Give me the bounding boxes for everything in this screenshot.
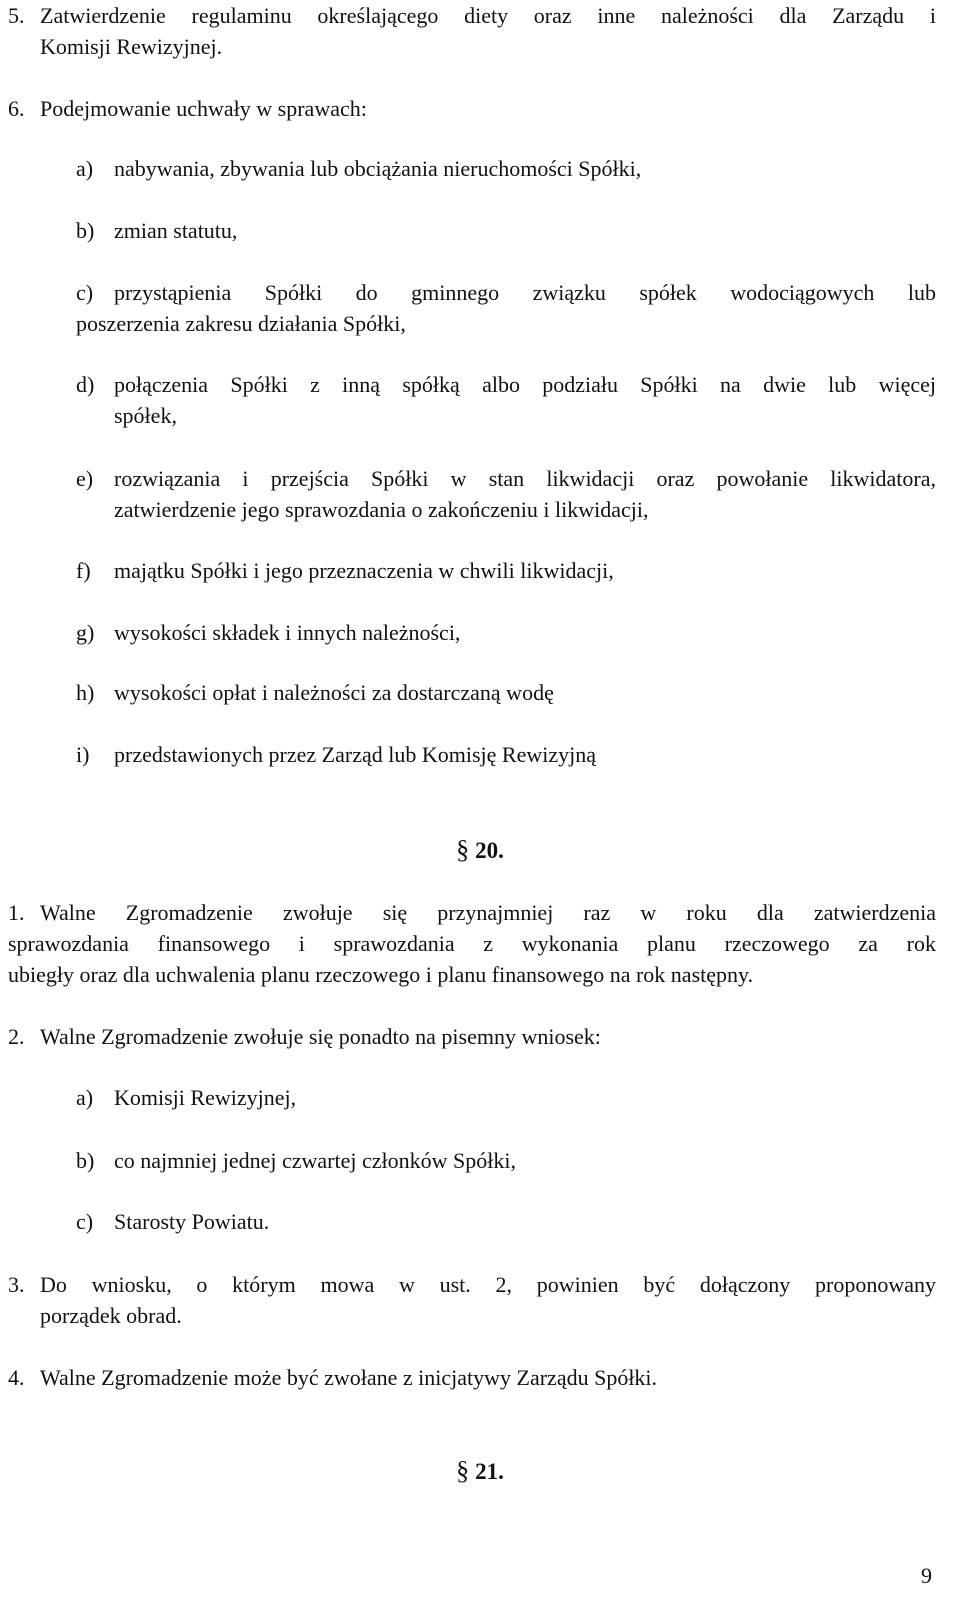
item-text: Walne Zgromadzenie zwołuje się ponadto na pisemny wniosek: [40, 1024, 601, 1049]
item-text-line: Do wniosku, o którym mowa w ust. 2, powinien być dołączony proponowany [40, 1272, 936, 1297]
item-text: Podejmowanie uchwały w sprawach: [40, 96, 367, 121]
item-text-line: porządek obrad. [40, 1303, 182, 1328]
sub-item-text-line: przystąpienia Spółki do gminnego związku spółek wodociągowych lub [114, 280, 936, 305]
sub-item-text: wysokości opłat i należności za dostarczaną wodę [114, 680, 554, 705]
sub-item-label: i) [76, 742, 90, 767]
section-number: 20. [475, 838, 504, 863]
item-number: 2. [8, 1024, 25, 1049]
section-heading-20 [0, 834, 960, 866]
sub-item-label: e) [76, 466, 94, 491]
section-heading-21 [0, 1455, 960, 1487]
sub-item-text-line: połączenia Spółki z inną spółką albo podziału Spółki na dwie lub więcej [114, 372, 936, 397]
sub-item-text: majątku Spółki i jego przeznaczenia w chwili likwidacji, [114, 558, 614, 583]
item-number: 1. [8, 900, 25, 925]
section-number: 21. [475, 1459, 504, 1484]
item-number: 6. [8, 96, 25, 121]
sub-item-label: b) [76, 218, 95, 243]
item-text-line: Walne Zgromadzenie zwołuje się przynajmniej raz w roku dla zatwierdzenia [40, 900, 936, 925]
sub-item-text: wysokości składek i innych należności, [114, 620, 461, 645]
sub-item-text-line: poszerzenia zakresu działania Spółki, [76, 311, 406, 336]
sub-item-c-continuation [76, 308, 936, 339]
sub-item-text: co najmniej jednej czwartej członków Spółki, [114, 1148, 516, 1173]
sub-item-label: a) [76, 156, 94, 181]
sub-item-text-line: spółek, [114, 403, 177, 428]
sub-item-label: c) [76, 280, 94, 305]
sub-item-label: f) [76, 558, 91, 583]
item-text-line: sprawozdania finansowego i sprawozdania z wykonania planu rzeczowego za rok [8, 931, 936, 956]
sub-item-label: b) [76, 1148, 95, 1173]
sub-item-text: zmian statutu, [114, 218, 238, 243]
sub-item-text: Starosty Powiatu. [114, 1209, 270, 1234]
item-number: 3. [8, 1272, 25, 1297]
sub-item-text-line: zatwierdzenie jego sprawozdania o zakończeniu i likwidacji, [114, 497, 649, 522]
item-text: Walne Zgromadzenie może być zwołane z inicjatywy Zarządu Spółki. [40, 1365, 658, 1390]
item-text-line: ubiegły oraz dla uchwalenia planu rzeczowego i planu finansowego na rok następny. [8, 962, 754, 987]
sub-item-label: c) [76, 1209, 94, 1234]
section-symbol: § [456, 1456, 470, 1485]
sub-item-label: a) [76, 1085, 94, 1110]
item-number: 5. [8, 3, 25, 28]
item-text-line: Komisji Rewizyjnej. [40, 34, 223, 59]
page-number: 9 [921, 1563, 932, 1588]
list-item-20-1-continuation [8, 928, 936, 990]
sub-item-text-line: rozwiązania i przejścia Spółki w stan likwidacji oraz powołanie likwidatora, [114, 466, 936, 491]
sub-item-label: d) [76, 372, 95, 397]
item-text-line: Zatwierdzenie regulaminu określającego diety oraz inne należności dla Zarządu i [40, 3, 936, 28]
sub-item-label: g) [76, 620, 95, 645]
section-symbol: § [456, 835, 470, 864]
sub-item-text: nabywania, zbywania lub obciążania nieruchomości Spółki, [114, 156, 642, 181]
sub-item-label: h) [76, 680, 95, 705]
item-number: 4. [8, 1365, 25, 1390]
sub-item-text: Komisji Rewizyjnej, [114, 1085, 297, 1110]
sub-item-text: przedstawionych przez Zarząd lub Komisję Rewizyjną [114, 742, 596, 767]
